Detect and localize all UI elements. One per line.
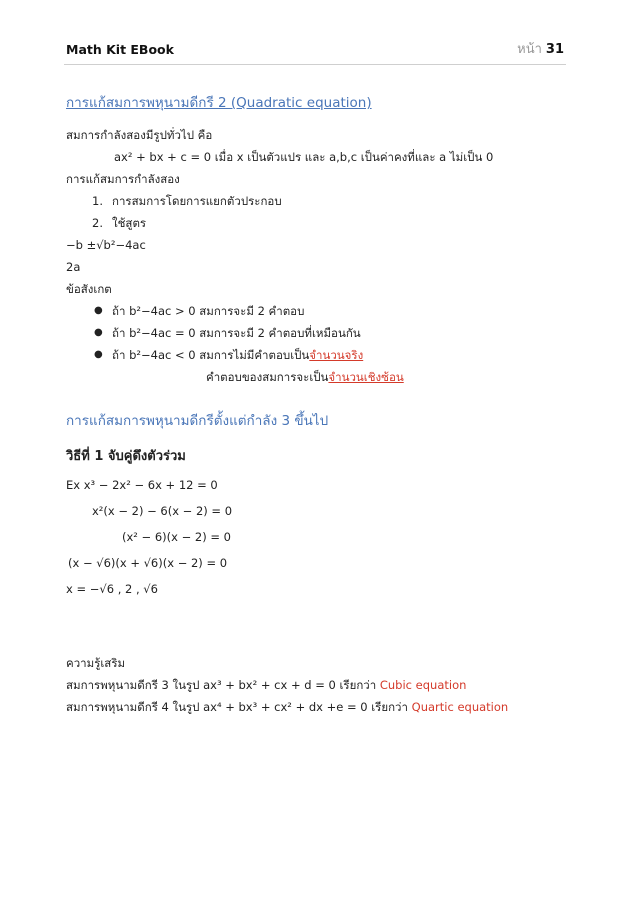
quadratic-heading: การแก้สมการพหุนามดีกรี 2 (Quadratic equation) bbox=[66, 95, 372, 111]
observation-note: คำตอบของสมการจะเป็นจำนวนเชิงซ้อน bbox=[206, 370, 404, 384]
real-number-term: จำนวนจริง bbox=[309, 348, 364, 362]
method-2: 2. ใช้สูตร bbox=[92, 216, 147, 230]
page-word: หน้า bbox=[517, 42, 542, 57]
method-1-text: การสมการโดยการแยกตัวประกอบ bbox=[112, 194, 282, 208]
page-number: 31 bbox=[545, 42, 564, 57]
example-line-2: x²(x − 2) − 6(x − 2) = 0 bbox=[92, 504, 233, 518]
method-heading: วิธีที่ 1 จับคู่ดึงตัวร่วม bbox=[66, 449, 186, 464]
extra-label: ความรู้เสริม bbox=[66, 656, 126, 670]
observation-1: ● ถ้า b²−4ac > 0 สมการจะมี 2 คำตอบ bbox=[66, 300, 566, 322]
page-content bbox=[66, 92, 566, 718]
observation-3: ● ถ้า b²−4ac < 0 สมการไม่มีคำตอบเป็นจำนวนจริง bbox=[66, 344, 566, 366]
quartic-line: สมการพหุนามดีกรี 4 ในรูป ax⁴ + bx³ + cx² + dx +e = 0 เรียกว่า Quartic equation bbox=[66, 700, 509, 714]
cubic-term: Cubic equation bbox=[379, 678, 467, 692]
methods-label: การแก้สมการกำลังสอง bbox=[66, 172, 180, 186]
formula-denominator: 2a bbox=[66, 260, 81, 274]
general-form-label: สมการกำลังสองมีรูปทั่วไป คือ bbox=[66, 128, 213, 142]
ebook-title: Math Kit EBook bbox=[66, 42, 174, 57]
general-form: ax² + bx + c = 0 เมื่อ x เป็นตัวแปร และ a,b,c เป็นค่าคงที่และ a ไม่เป็น 0 bbox=[114, 150, 494, 164]
observation-2: ● ถ้า b²−4ac = 0 สมการจะมี 2 คำตอบที่เหมือนกัน bbox=[66, 322, 566, 344]
header-divider bbox=[64, 64, 566, 65]
method-1: 1. การสมการโดยการแยกตัวประกอบ bbox=[92, 194, 282, 208]
page-indicator bbox=[517, 38, 564, 59]
example-line-3: (x² − 6)(x − 2) = 0 bbox=[122, 530, 231, 544]
formula-numerator: −b ±√b²−4ac bbox=[66, 238, 146, 252]
higher-degree-heading: การแก้สมการพหุนามดีกรีตั้งแต่กำลัง 3 ขึ้นไป bbox=[66, 413, 329, 429]
bullet-icon: ● bbox=[94, 305, 103, 316]
cubic-line: สมการพหุนามดีกรี 3 ในรูป ax³ + bx² + cx + d = 0 เรียกว่า Cubic equation bbox=[66, 678, 467, 692]
example-line-1: Ex x³ − 2x² − 6x + 12 = 0 bbox=[66, 478, 218, 492]
bullet-icon: ● bbox=[94, 349, 103, 360]
spacer bbox=[66, 604, 566, 652]
method-2-label: ใช้สูตร bbox=[112, 216, 147, 230]
bullet-icon: ● bbox=[94, 327, 103, 338]
quartic-term: Quartic equation bbox=[411, 700, 509, 714]
example-line-4: (x − √6)(x + √6)(x − 2) = 0 bbox=[68, 556, 228, 570]
example-line-5: x = −√6 , 2 , √6 bbox=[66, 582, 158, 596]
observation-label: ข้อสังเกต bbox=[66, 282, 112, 296]
complex-number-term: จำนวนเชิงซ้อน bbox=[328, 370, 404, 384]
